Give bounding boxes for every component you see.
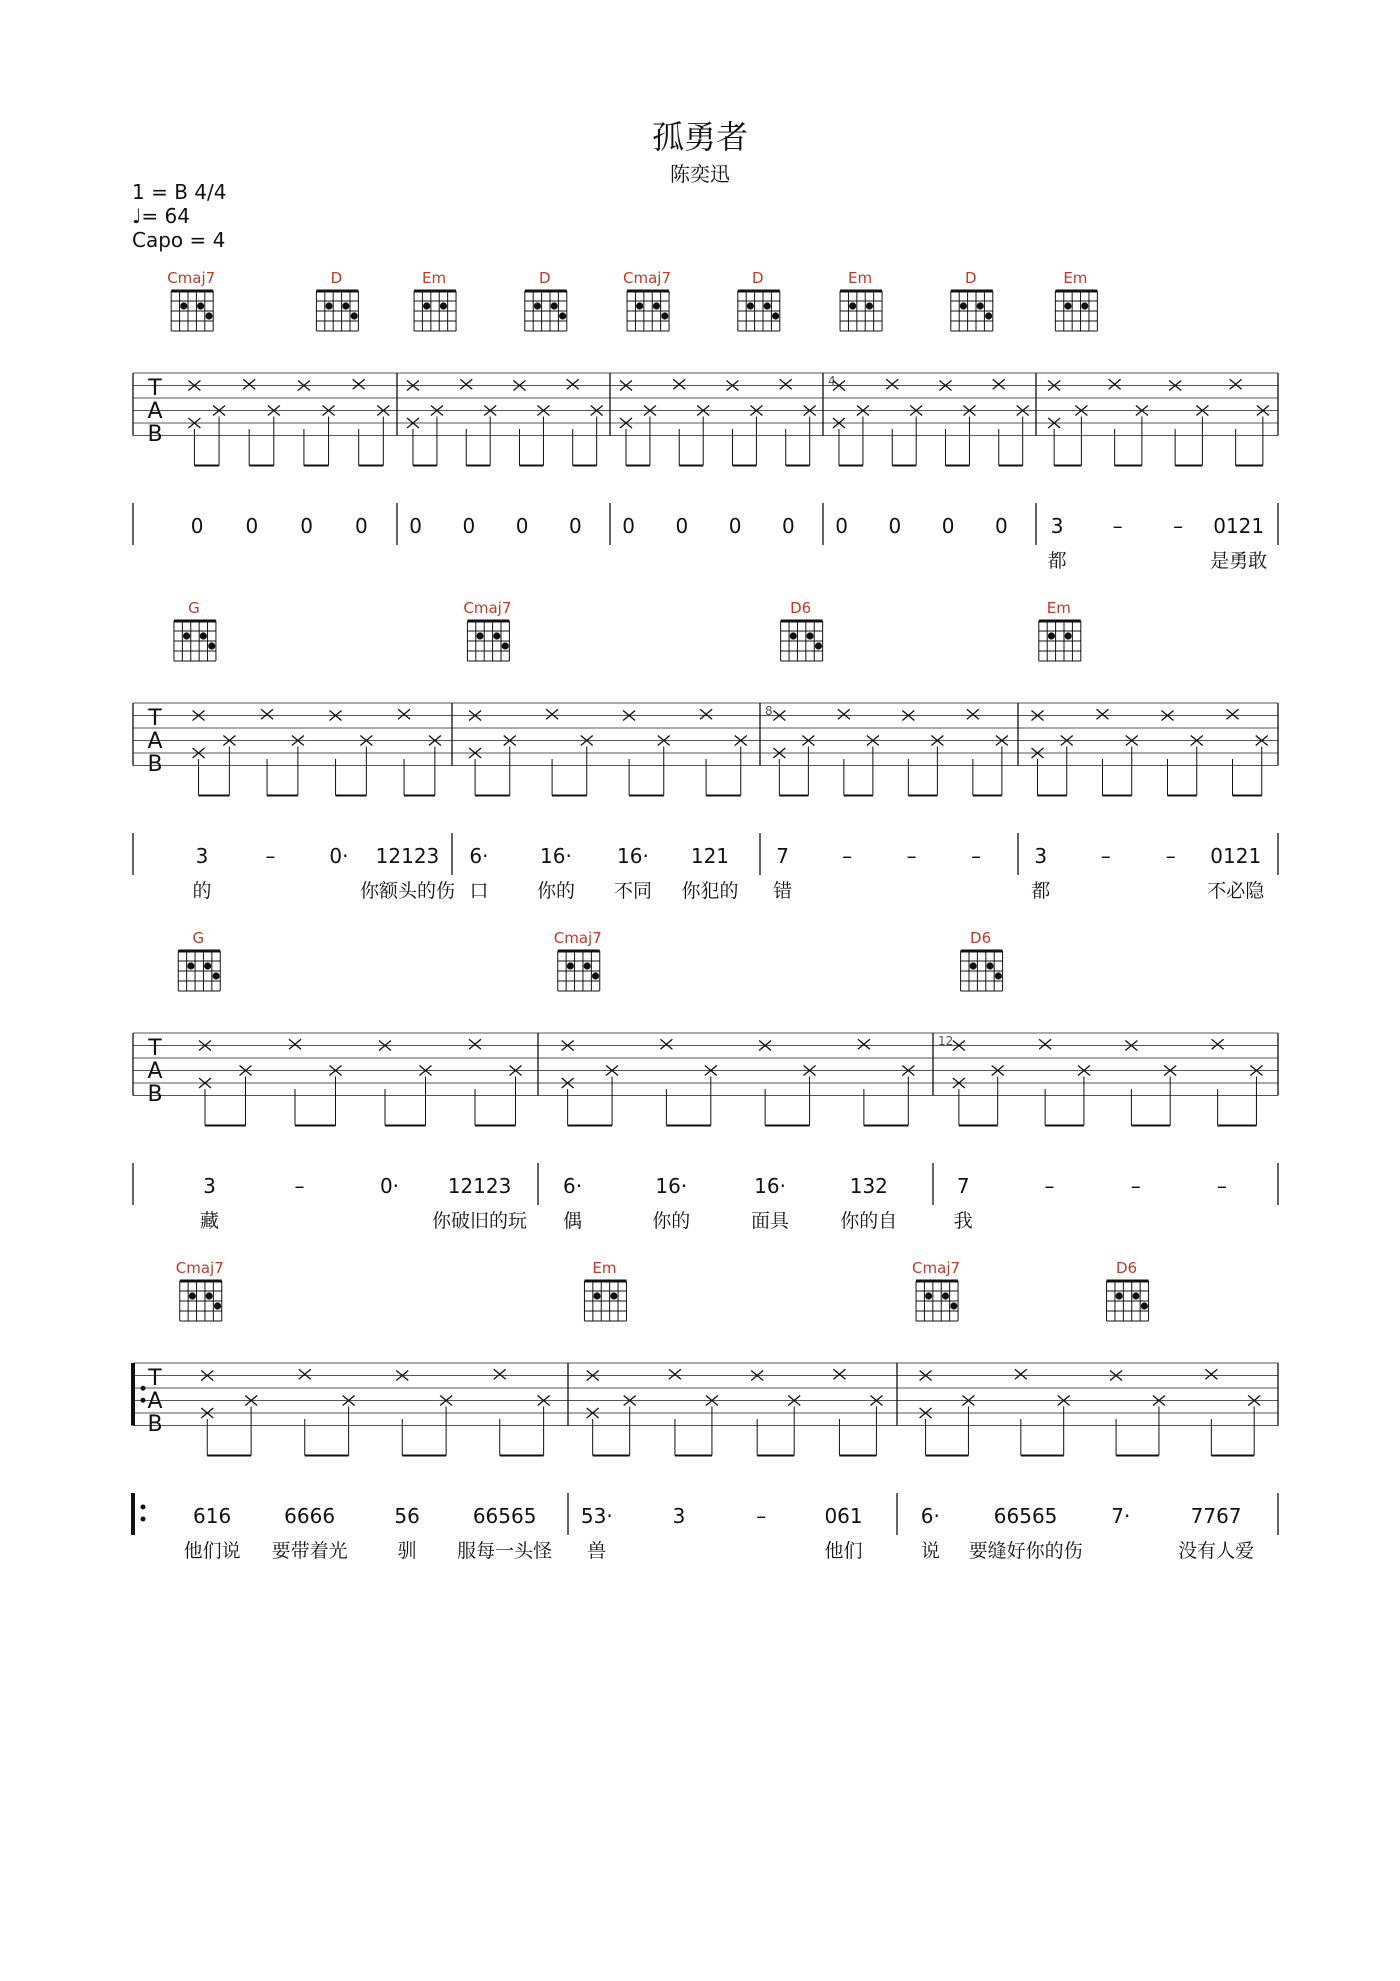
key-signature: 1 = B 4/4 — [132, 180, 227, 204]
chord-name: D — [539, 269, 551, 287]
tab-clef-a: A — [147, 729, 163, 754]
jianpu-note: 0 — [462, 514, 476, 538]
lyric-text: 他们说 — [183, 1540, 241, 1562]
jianpu-note: 3 — [672, 1504, 686, 1528]
chord-name: D — [330, 269, 343, 287]
jianpu-note: – — [1100, 844, 1111, 868]
jianpu-note: 0· — [379, 1174, 400, 1198]
lyric-text: 是勇敢 — [1210, 550, 1268, 572]
jianpu-note: 0 — [569, 514, 582, 538]
chord-diagram — [916, 1281, 958, 1321]
jianpu-note: 6· — [469, 844, 489, 868]
jianpu-note: 3 — [1050, 514, 1064, 538]
jianpu-note: 16· — [617, 844, 649, 868]
capo-marking: Capo = 4 — [132, 228, 226, 252]
jianpu-note: 0 — [190, 514, 204, 538]
chord-diagram — [316, 291, 358, 331]
lyric-text: 你犯的 — [681, 880, 739, 902]
tab-system — [133, 1259, 1278, 1562]
jianpu-note: 53· — [580, 1504, 613, 1528]
jianpu-note: – — [1112, 514, 1123, 538]
chord-diagram — [174, 621, 216, 661]
jianpu-note: 6· — [563, 1174, 583, 1198]
lyric-text: 要带着光 — [271, 1540, 348, 1562]
chord-name: Cmaj7 — [553, 929, 602, 947]
tab-system — [133, 269, 1278, 572]
jianpu-note: 0 — [355, 514, 368, 538]
jianpu-note: 7 — [776, 844, 789, 868]
measure-number: 12 — [938, 1034, 954, 1048]
lyric-text: 说 — [920, 1540, 940, 1562]
tab-system — [133, 929, 1278, 1232]
jianpu-note: 6· — [920, 1504, 940, 1528]
chord-diagram — [627, 291, 669, 331]
jianpu-note: 616 — [193, 1504, 232, 1528]
lyric-text: 的 — [192, 880, 212, 902]
jianpu-note: 0 — [245, 514, 259, 538]
chord-diagram — [738, 291, 780, 331]
chord-name: D6 — [1116, 1259, 1138, 1277]
chord-diagram — [584, 1281, 626, 1321]
tab-clef-a: A — [147, 1059, 163, 1084]
chord-name: Cmaj7 — [623, 269, 672, 287]
lyric-text: 你的 — [536, 880, 575, 902]
jianpu-note: 3 — [1034, 844, 1048, 868]
lyric-text: 你的 — [652, 1210, 691, 1232]
jianpu-note: – — [756, 1504, 767, 1528]
lyric-text: 藏 — [199, 1210, 220, 1232]
chord-diagram — [525, 291, 567, 331]
jianpu-note: 12123 — [447, 1174, 512, 1198]
chord-name: Em — [1063, 269, 1088, 287]
measure-number: 4 — [828, 374, 836, 388]
jianpu-note: 6666 — [284, 1504, 336, 1528]
jianpu-note: 66565 — [993, 1504, 1058, 1528]
jianpu-note: 7· — [1111, 1504, 1131, 1528]
jianpu-note: 0 — [995, 514, 1008, 538]
chord-name: Cmaj7 — [175, 1259, 224, 1277]
chord-diagram — [414, 291, 456, 331]
tab-clef-t: T — [148, 1366, 162, 1391]
lyric-text: 你的自 — [840, 1210, 898, 1232]
lyric-text: 都 — [1047, 550, 1067, 572]
lyric-text: 你额头的伤 — [359, 880, 455, 902]
jianpu-note: 16· — [540, 844, 572, 868]
jianpu-note: 0 — [782, 514, 795, 538]
jianpu-note: 3 — [203, 1174, 216, 1198]
chord-diagram — [1039, 621, 1081, 661]
lyric-text: 驯 — [397, 1540, 417, 1562]
jianpu-note: 7767 — [1190, 1504, 1242, 1528]
chord-diagram — [840, 291, 882, 331]
chord-name: Cmaj7 — [463, 599, 512, 617]
chord-name: Cmaj7 — [167, 269, 216, 287]
lyric-text: 我 — [953, 1210, 973, 1232]
jianpu-note: 0 — [941, 514, 955, 538]
jianpu-note: 0121 — [1210, 844, 1262, 868]
lyric-text: 偶 — [563, 1210, 583, 1232]
chord-diagram — [951, 291, 993, 331]
chord-diagram — [178, 951, 220, 991]
chord-diagram — [781, 621, 823, 661]
tab-clef-t: T — [148, 706, 162, 731]
chord-diagram — [1055, 291, 1097, 331]
lyric-text: 都 — [1031, 880, 1051, 902]
chord-name: D6 — [970, 929, 992, 947]
jianpu-note: 0 — [515, 514, 529, 538]
chord-diagram — [467, 621, 509, 661]
jianpu-note: – — [1130, 1174, 1141, 1198]
chord-name: Em — [847, 269, 873, 287]
chord-diagram — [558, 951, 600, 991]
lyric-text: 要缝好你的伤 — [968, 1540, 1083, 1562]
tempo-marking: ♩= 64 — [132, 204, 190, 228]
tab-clef-b: B — [147, 1412, 163, 1437]
lyric-text: 你破旧的玩 — [431, 1210, 528, 1232]
chord-diagram — [961, 951, 1003, 991]
chord-name: D — [752, 269, 764, 287]
tab-clef-t: T — [148, 376, 162, 401]
chord-name: G — [192, 929, 205, 947]
song-title: 孤勇者 — [651, 118, 748, 156]
jianpu-note: 12123 — [375, 844, 440, 868]
jianpu-note: 121 — [690, 844, 730, 868]
lyric-text: 口 — [469, 880, 489, 902]
lyric-text: 兽 — [587, 1540, 607, 1562]
measure-number: 8 — [765, 704, 773, 718]
chord-name: D — [965, 269, 977, 287]
jianpu-note: – — [265, 844, 276, 868]
chord-name: G — [188, 599, 200, 617]
lyric-text: 服每一头怪 — [457, 1540, 553, 1562]
jianpu-note: – — [1216, 1174, 1227, 1198]
jianpu-note: 16· — [655, 1174, 688, 1198]
song-artist: 陈奕迅 — [670, 162, 730, 186]
jianpu-note: 0121 — [1213, 514, 1265, 538]
tab-clef-b: B — [147, 422, 163, 447]
tab-clef-a: A — [147, 399, 163, 424]
chord-name: Em — [592, 1259, 617, 1277]
jianpu-note: 0 — [835, 514, 849, 538]
chord-name: Cmaj7 — [912, 1259, 961, 1277]
lyric-text: 没有人爱 — [1178, 1540, 1255, 1562]
chord-name: Em — [421, 269, 447, 287]
tab-clef-b: B — [147, 1082, 163, 1107]
jianpu-note: 0 — [409, 514, 423, 538]
jianpu-note: 66565 — [472, 1504, 537, 1528]
chord-name: Em — [1046, 599, 1071, 617]
tab-clef-a: A — [147, 1389, 163, 1414]
tab-clef-b: B — [147, 752, 163, 777]
jianpu-note: 0· — [329, 844, 349, 868]
jianpu-note: 0 — [888, 514, 902, 538]
jianpu-note: 132 — [849, 1174, 888, 1198]
chord-diagram — [171, 291, 213, 331]
jianpu-note: 0 — [675, 514, 689, 538]
jianpu-note: 7 — [956, 1174, 970, 1198]
jianpu-note: – — [1173, 514, 1184, 538]
jianpu-note: 3 — [195, 844, 209, 868]
chord-diagram — [1107, 1281, 1149, 1321]
jianpu-note: 061 — [824, 1504, 863, 1528]
jianpu-note: – — [971, 844, 982, 868]
jianpu-note: – — [906, 844, 917, 868]
lyric-text: 不必隐 — [1207, 880, 1265, 902]
jianpu-note: – — [842, 844, 853, 868]
jianpu-note: – — [1044, 1174, 1055, 1198]
jianpu-note: 0 — [300, 514, 314, 538]
chord-diagram — [180, 1281, 222, 1321]
jianpu-note: 0 — [728, 514, 742, 538]
jianpu-note: 16· — [754, 1174, 786, 1198]
chord-name: D6 — [790, 599, 812, 617]
tab-clef-t: T — [148, 1036, 162, 1061]
lyric-text: 错 — [773, 880, 793, 902]
tab-system — [133, 599, 1278, 902]
lyric-text: 他们 — [824, 1540, 863, 1562]
jianpu-note: – — [294, 1174, 305, 1198]
lyric-text: 不同 — [613, 880, 652, 902]
jianpu-note: 0 — [622, 514, 636, 538]
jianpu-note: 56 — [394, 1504, 420, 1528]
jianpu-note: – — [1165, 844, 1176, 868]
lyric-text: 面具 — [751, 1210, 790, 1232]
